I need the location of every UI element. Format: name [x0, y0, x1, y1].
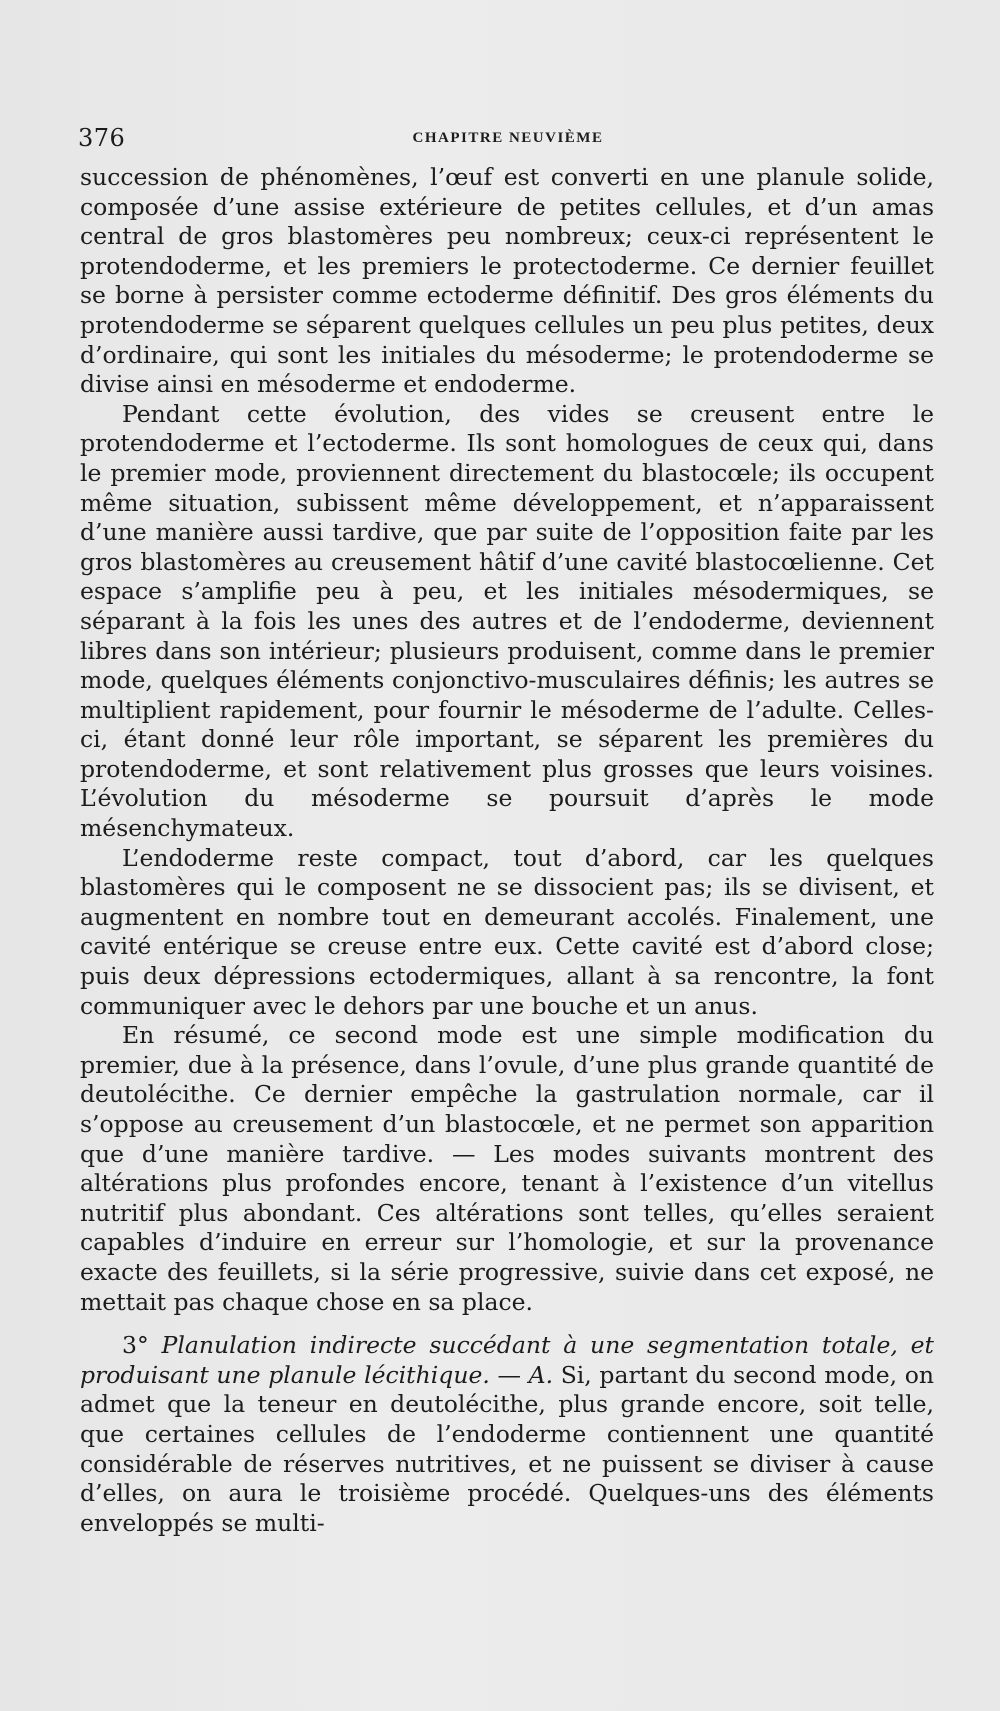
section-heading: Planulation indirecte succédant à une segmentation totale, et produisant une planule lécithique. — [80, 1331, 934, 1389]
section-paragraph — [80, 1331, 934, 1538]
section-text: Si, partant du second mode, on admet que la teneur en deutolécithe, plus grande encore, soit telle, que certaines cellules de l’endoderme contiennent une quantité considérable de réserves nutritives, et ne puissent se diviser à cause d’elles, on aura le troisième procédé. Quelques-uns des éléments enveloppés se multi- — [80, 1360, 934, 1537]
running-head: CHAPITRE NEUVIÈME — [412, 130, 604, 146]
paragraph: En résumé, ce second mode est une simple modification du premier, due à la présence, dans l’ovule, d’une plus grande quantité de deutolécithe. Ce dernier empêche la gastrulation normale, car il s’oppose au creusement d’un blastocœle, et ne permet son apparition que d’une manière tardive. — Les modes suivants montrent des altérations plus profondes encore, tenant à l’existence d’un vitellus nutritif plus abondant. Ces altérations sont telles, qu’elles seraient capables d’induire en erreur sur l’homologie, et sur la provenance exacte des feuillets, si la série progressive, suivie dans cet exposé, ne mettait pas chaque chose en sa place. — [80, 1021, 934, 1316]
section-dash: — — [489, 1360, 529, 1389]
page-header — [78, 124, 938, 154]
page-number: 376 — [78, 124, 126, 152]
paragraph: L’endoderme reste compact, tout d’abord, car les quelques blastomères qui le composent ne se dissocient pas; ils se divisent, et augmentent en nombre tout en demeurant accolés. Finalement, une cavité entérique se creuse entre eux. Cette cavité est d’abord close; puis deux dépressions ectodermiques, allant à sa rencontre, la font communiquer avec le dehors par une bouche et un anus. — [80, 843, 934, 1020]
section-number: 3° — [122, 1331, 149, 1360]
paragraph-continuation: succession de phénomènes, l’œuf est converti en une planule solide, composée d’une assise extérieure de petites cellules, et d’un amas central de gros blastomères peu nombreux; ceux-ci représentent le protendoderme, et les premiers le protectoderme. Ce dernier feuillet se borne à persister comme ectoderme définitif. Des gros éléments du protendoderme se séparent quelques cellules un peu plus petites, deux d’ordinaire, qui sont les initiales du mésoderme; le protendoderme se divise ainsi en mésoderme et endoderme. — [80, 163, 934, 399]
subsection-letter: A. — [528, 1360, 554, 1389]
paragraph: Pendant cette évolution, des vides se creusent entre le protendoderme et l’ectoderme. Ils sont homologues de ceux qui, dans le premier mode, proviennent directement du blastocœle; ils occupent même situation, subissent même développement, et n’apparaissent d’une manière aussi tardive, que par suite de l’opposition faite par les gros blastomères au creusement hâtif d’une cavité blastocœlienne. Cet espace s’amplifie peu à peu, et les initiales mésodermiques, se séparant à la fois les unes des autres et de l’endoderme, deviennent libres dans son intérieur; plusieurs produisent, comme dans le premier mode, quelques éléments conjonctivo-musculaires définis; les autres se multiplient rapidement, pour fournir le mésoderme de l’adulte. Celles-ci, étant donné leur rôle important, se séparent les premières du protendoderme, et sont relativement plus grosses que leurs voisines. L’évolution du mésoderme se poursuit d’après le mode mésenchymateux. — [80, 399, 934, 843]
body-text — [80, 163, 934, 1538]
